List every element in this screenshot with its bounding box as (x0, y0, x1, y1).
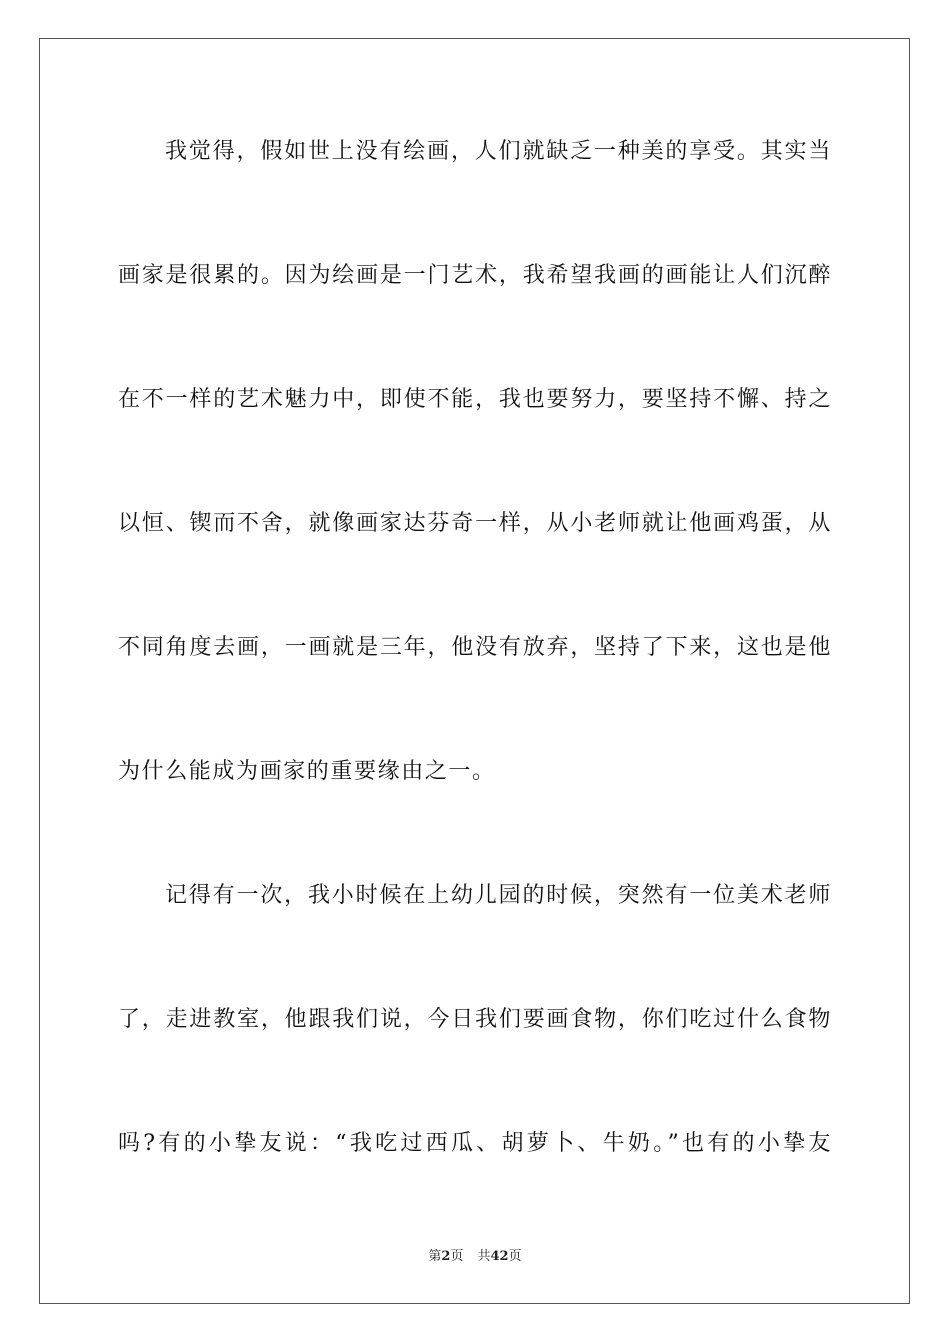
paragraph-1-line-5: 不同角度去画，一画就是三年，他没有放弃，坚持了下来，这也是他 (118, 635, 832, 660)
paragraph-2-line-1: 记得有一次，我小时候在上幼儿园的时候，突然有一位美术老师 (165, 883, 832, 908)
paragraph-2-line-3: 吗?有的小挚友说：“我吃过西瓜、胡萝卜、牛奶。”也有的小挚友 (118, 1131, 832, 1156)
page-prefix: 第 (428, 1249, 442, 1264)
paragraph-1-line-1: 我觉得，假如世上没有绘画，人们就缺乏一种美的享受。其实当 (165, 139, 832, 164)
page-border (39, 38, 910, 1304)
paragraph-1-line-6: 为什么能成为画家的重要缘由之一。 (118, 759, 496, 784)
paragraph-1-line-4: 以恒、锲而不舍，就像画家达芬奇一样，从小老师就让他画鸡蛋，从 (118, 511, 832, 536)
page-number: 2 (441, 1249, 451, 1264)
paragraph-1-line-3: 在不一样的艺术魅力中，即使不能，我也要努力，要坚持不懈、持之 (118, 387, 832, 412)
total-pages: 42 (490, 1249, 509, 1264)
page-footer (0, 1248, 950, 1266)
paragraph-2-line-2: 了，走进教室，他跟我们说，今日我们要画食物，你们吃过什么食物 (118, 1007, 832, 1032)
total-suffix: 页 (508, 1249, 522, 1264)
paragraph-1-line-2: 画家是很累的。因为绘画是一门艺术，我希望我画的画能让人们沉醉 (118, 263, 832, 288)
page-suffix: 页 (450, 1249, 464, 1264)
total-prefix: 共 (477, 1249, 491, 1264)
